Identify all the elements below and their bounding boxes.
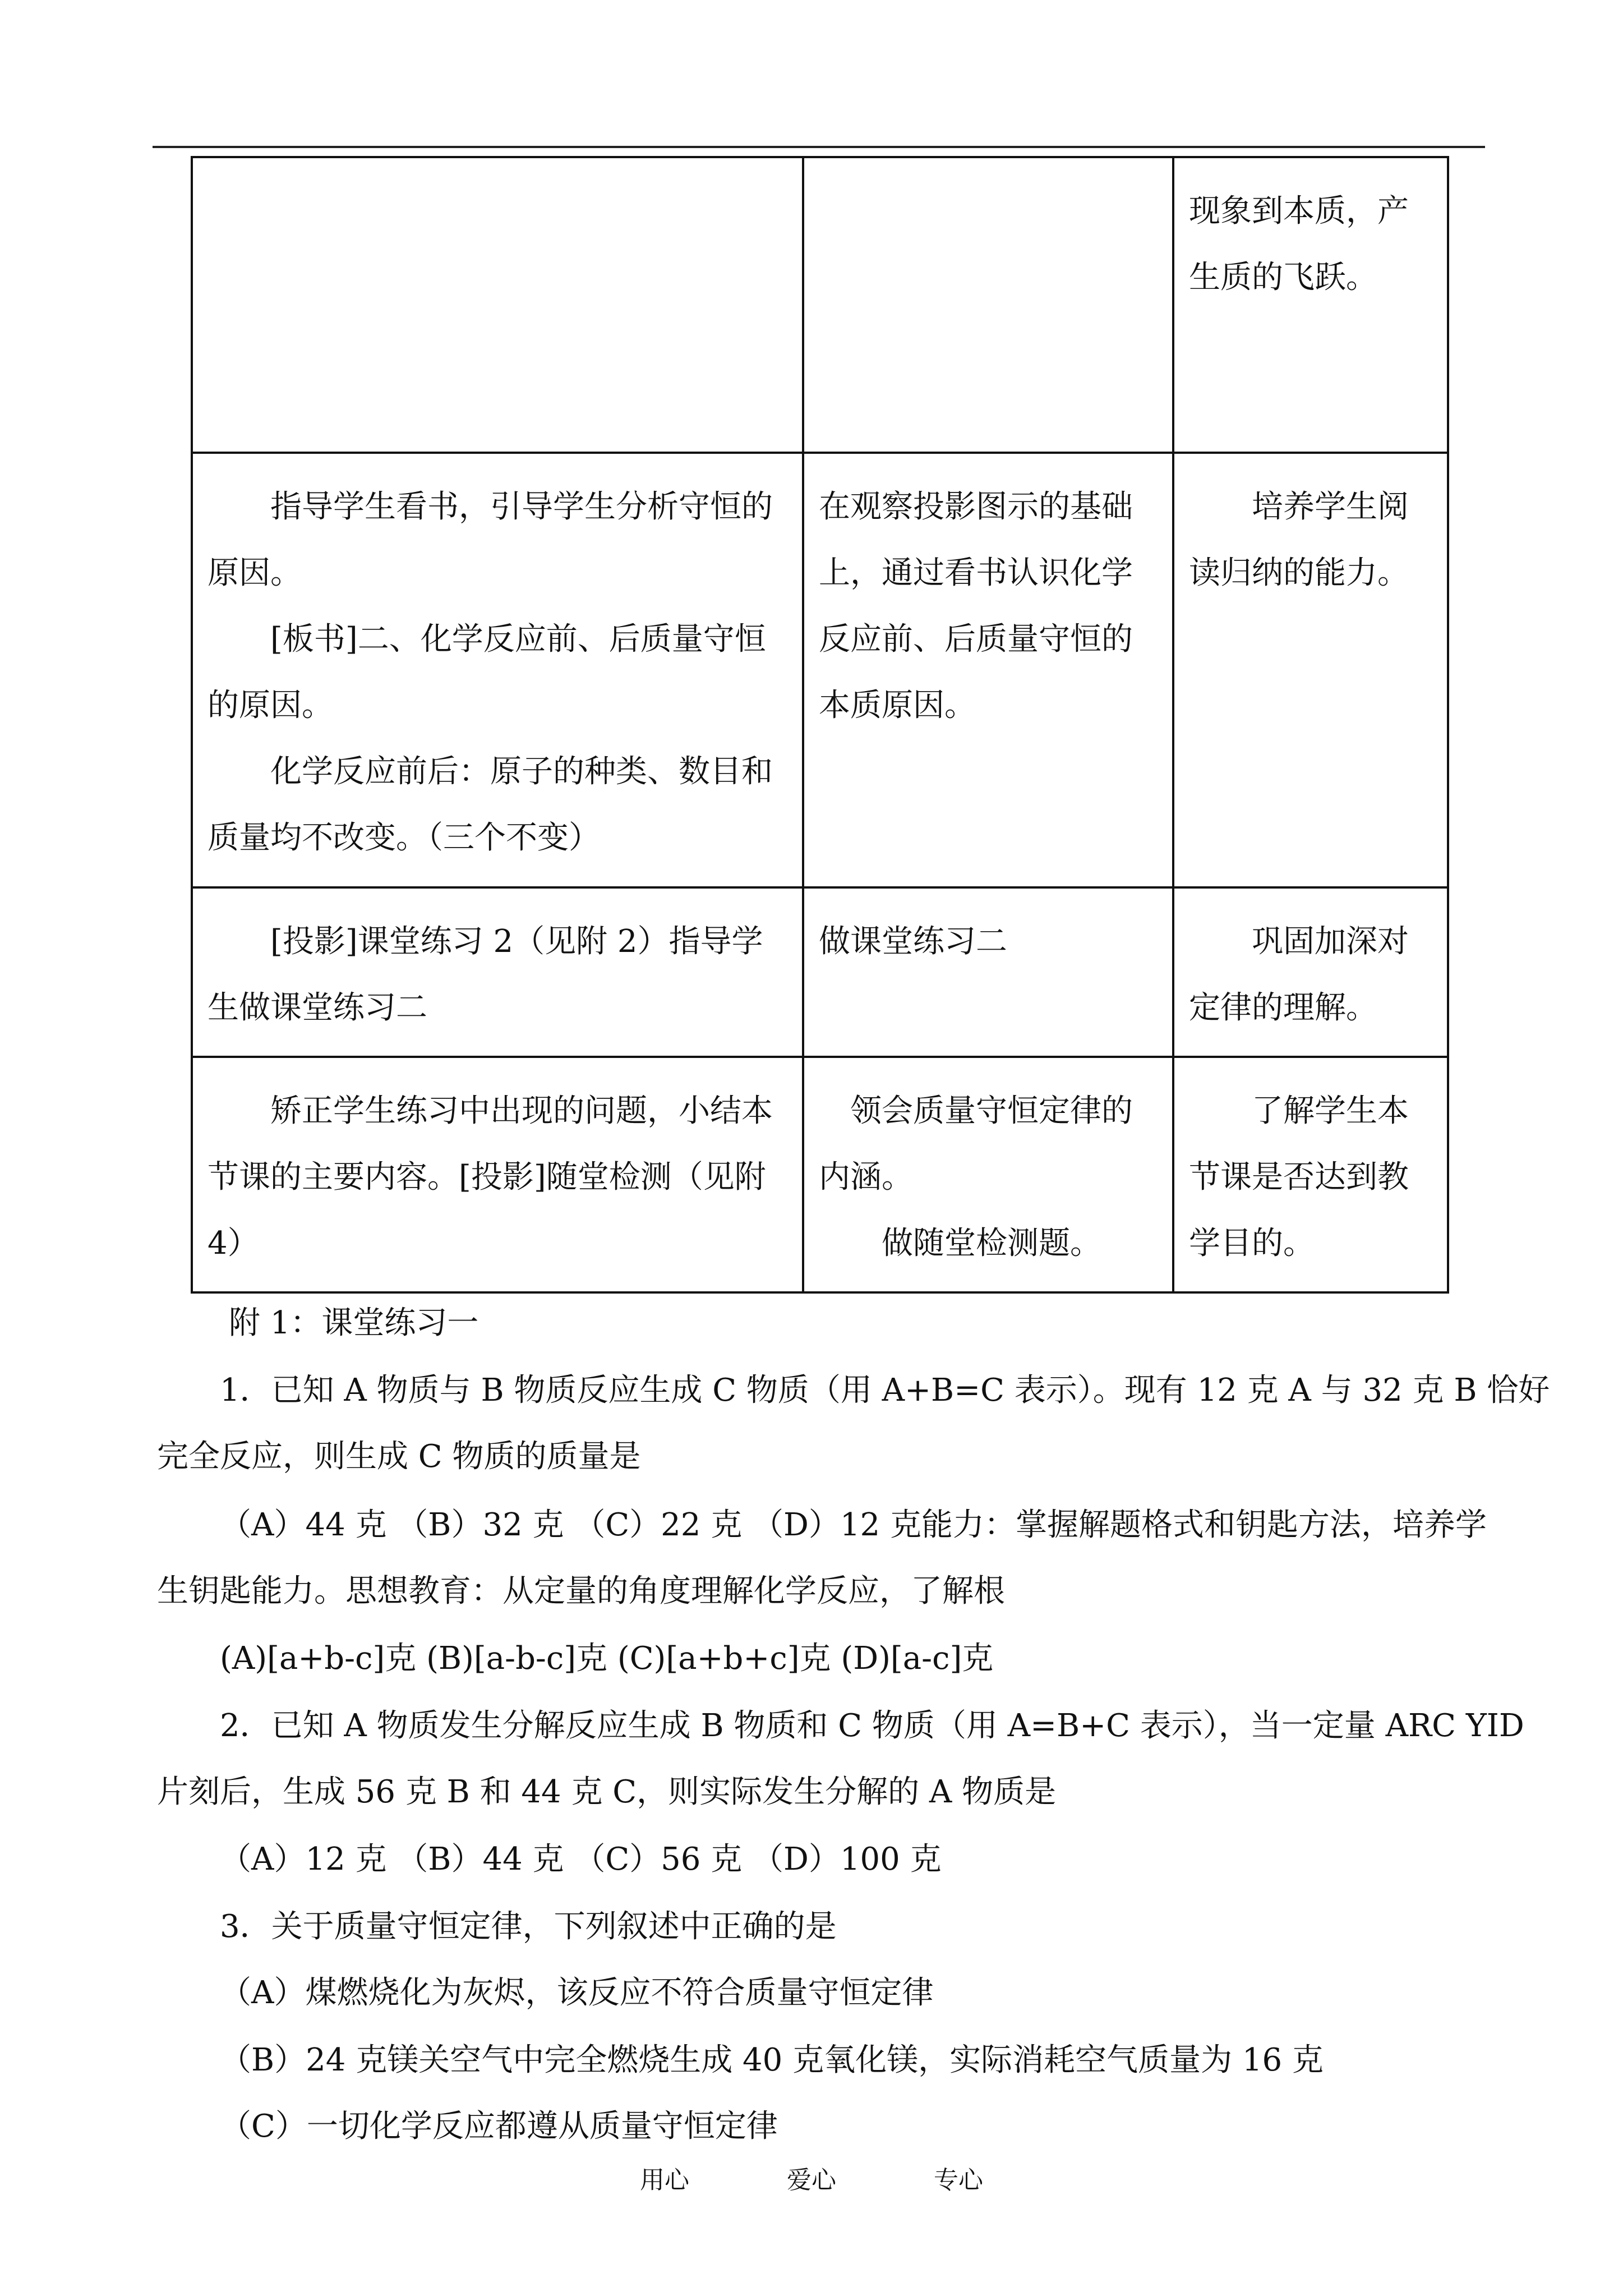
design-intent-cell <box>1173 887 1448 1057</box>
table-row <box>192 453 1448 887</box>
cell-line: 定律的理解。 <box>1189 990 1377 1026</box>
student-activity-cell <box>803 887 1173 1057</box>
cell-line: 4） <box>208 1225 259 1262</box>
table-row <box>192 1057 1448 1292</box>
design-intent-cell <box>1173 157 1448 453</box>
header-rule <box>153 146 1485 148</box>
cell-line: 化学反应前后：原子的种类、数目和 <box>270 753 773 790</box>
design-intent-cell <box>1173 453 1448 887</box>
question-line: 完全反应，则生成 C 物质的质量是 <box>157 1438 641 1475</box>
cell-line: 做课堂练习二 <box>819 923 1007 960</box>
cell-line: 生质的飞跃。 <box>1189 259 1377 296</box>
cell-line: 上，通过看书认识化学 <box>819 555 1133 591</box>
cell-line: 生做课堂练习二 <box>208 990 427 1026</box>
cell-line: [投影]课堂练习 2（见附 2）指导学 <box>270 923 763 960</box>
question-line: 片刻后，生成 56 克 B 和 44 克 C，则实际发生分解的 A 物质是 <box>157 1774 1057 1810</box>
teacher-activity-cell <box>192 887 803 1057</box>
cell-line: 了解学生本 <box>1252 1093 1409 1129</box>
cell-line: 节课是否达到教 <box>1189 1159 1409 1195</box>
cell-line: 学目的。 <box>1189 1225 1315 1262</box>
cell-line: 节课的主要内容。[投影]随堂检测（见附 <box>208 1159 766 1195</box>
cell-line: 反应前、后质量守恒的 <box>819 621 1133 657</box>
lesson-table <box>191 156 1449 1294</box>
cell-line: 巩固加深对 <box>1252 923 1409 960</box>
question-line: 2．已知 A 物质发生分解反应生成 B 物质和 C 物质（用 A=B+C 表示），当一定量 ARC YID <box>220 1708 1524 1744</box>
cell-line: 领会质量守恒定律的 <box>850 1093 1133 1129</box>
question-line: 1．已知 A 物质与 B 物质反应生成 C 物质（用 A+B=C 表示）。现有 12 克 A 与 32 克 B 恰好 <box>220 1372 1550 1409</box>
cell-line: 读归纳的能力。 <box>1189 555 1409 591</box>
cell-line: 做随堂检测题。 <box>882 1225 1101 1262</box>
cell-line: 的原因。 <box>208 687 333 724</box>
student-activity-cell <box>803 157 1173 453</box>
cell-line: 质量均不改变。（三个不变） <box>208 820 600 856</box>
footer-text: 用心 <box>640 2166 689 2194</box>
teacher-activity-cell <box>192 453 803 887</box>
cell-line: [板书]二、化学反应前、后质量守恒 <box>270 621 766 657</box>
question-option: （A）煤燃烧化为灰烬，该反应不符合质量守恒定律 <box>220 1975 934 2011</box>
cell-line: 现象到本质，产 <box>1189 193 1409 229</box>
cell-line: 指导学生看书，引导学生分析守恒的 <box>270 489 773 525</box>
cell-line: 本质原因。 <box>819 687 976 724</box>
table-row <box>192 157 1448 453</box>
cell-line: 在观察投影图示的基础 <box>819 489 1133 525</box>
teacher-activity-cell <box>192 1057 803 1292</box>
cell-line: 矫正学生练习中出现的问题，小结本 <box>270 1093 773 1129</box>
question-option: （B）24 克镁关空气中完全燃烧生成 40 克氧化镁，实际消耗空气质量为 16 克 <box>220 2042 1324 2078</box>
cell-line: 原因。 <box>208 555 302 591</box>
footer-text: 爱心 <box>787 2166 836 2194</box>
question-options: （A）44 克 （B）32 克 （C）22 克 （D）12 克能力：掌握解题格式和钥匙方法，培养学 <box>220 1507 1487 1543</box>
table-row <box>192 887 1448 1057</box>
cell-line: 培养学生阅 <box>1252 489 1409 525</box>
question-option: （C）一切化学反应都遵从质量守恒定律 <box>220 2108 778 2145</box>
design-intent-cell <box>1173 1057 1448 1292</box>
page-footer <box>0 2160 1623 2196</box>
question-line: 生钥匙能力。思想教育：从定量的角度理解化学反应，了解根 <box>157 1573 1005 1609</box>
question-options: (A)[a+b-c]克 (B)[a-b-c]克 (C)[a+b+c]克 (D)[a-c]克 <box>220 1640 994 1677</box>
teacher-activity-cell <box>192 157 803 453</box>
cell-line: 内涵。 <box>819 1159 913 1195</box>
student-activity-cell <box>803 453 1173 887</box>
appendix-title: 附 1：课堂练习一 <box>229 1305 479 1341</box>
footer-text: 专心 <box>934 2166 983 2194</box>
question-options: （A）12 克 （B）44 克 （C）56 克 （D）100 克 <box>220 1841 942 1878</box>
student-activity-cell <box>803 1057 1173 1292</box>
question-line: 3．关于质量守恒定律，下列叙述中正确的是 <box>220 1908 837 1945</box>
